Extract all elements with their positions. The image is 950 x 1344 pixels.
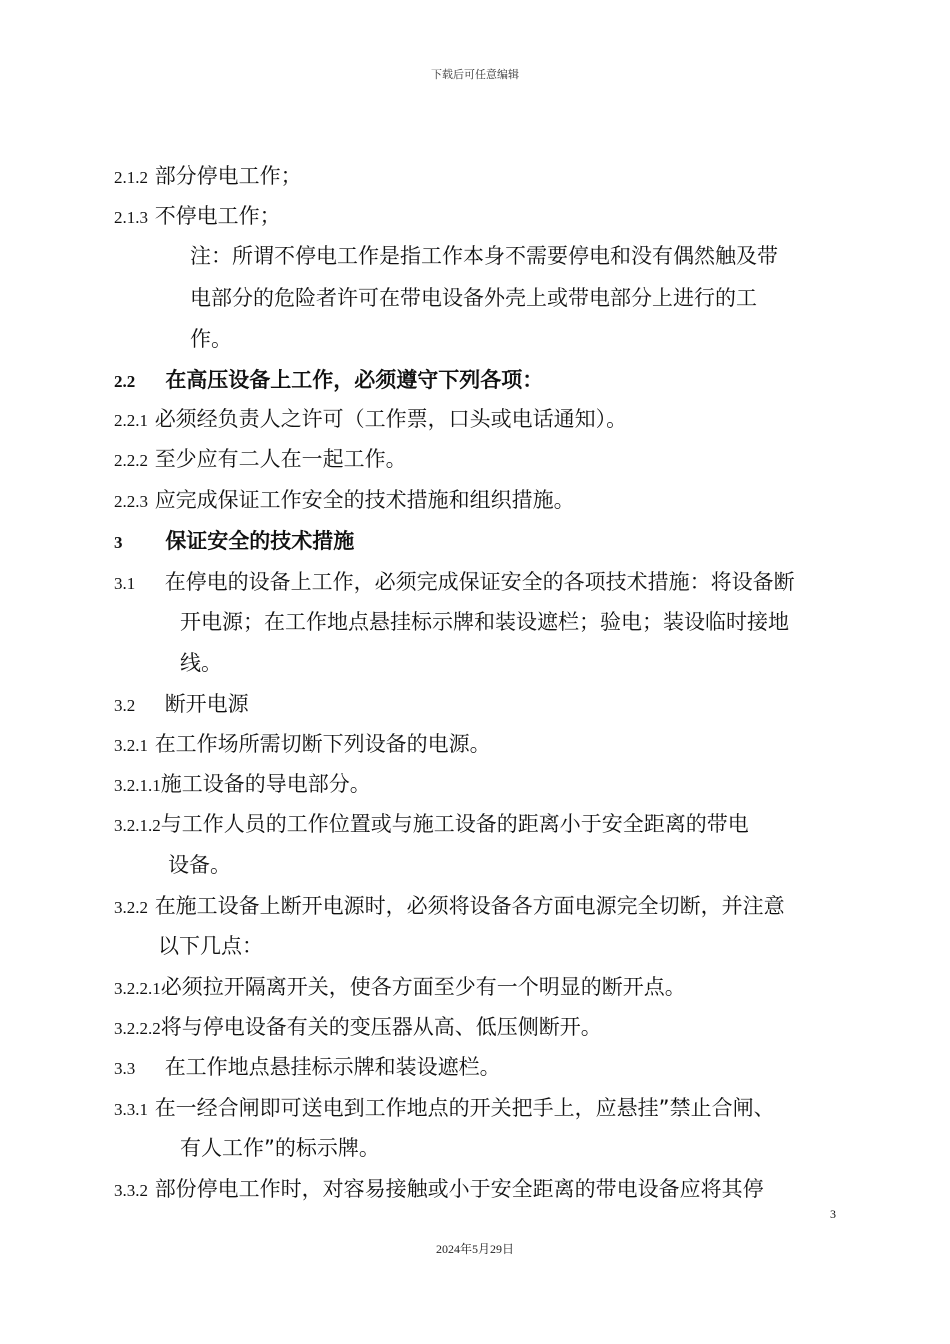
- note-line-3: 作。: [190, 327, 232, 351]
- clause-3-2: [114, 690, 249, 720]
- clause-number: 3.3.2: [114, 1181, 148, 1200]
- clause-number: 3.2.1.1: [114, 776, 161, 795]
- clause-number: 2.2.3: [114, 492, 148, 511]
- clause-number: 2.2.2: [114, 451, 148, 470]
- clause-text: 必须拉开隔离开关，使各方面至少有一个明显的断开点。: [160, 975, 686, 999]
- page-footer-date: 2024年5月29日: [435, 1242, 514, 1256]
- clause-text: 部分停电工作；: [154, 164, 302, 188]
- clause-text: 必须经负责人之许可（工作票，口头或电话通知）。: [154, 407, 628, 431]
- clause-number: 2.1.2: [114, 168, 148, 187]
- clause-2-2-2: [114, 445, 407, 475]
- clause-number: 3: [114, 533, 123, 552]
- clause-3-3-1-continued: 有人工作”的标示牌。: [180, 1136, 380, 1160]
- clause-number: 2.1.3: [114, 208, 148, 227]
- clause-text: 在施工设备上断开电源时，必须将设备各方面电源完全切断，并注意: [154, 894, 785, 918]
- clause-3-2-2-continued: 以下几点：: [158, 934, 263, 958]
- clause-2-2-1: [114, 405, 627, 435]
- clause-text: 在工作地点悬挂标示牌和装设遮栏。: [164, 1055, 501, 1079]
- clause-2-1-2: [114, 162, 302, 192]
- clause-text: 断开电源: [164, 692, 249, 716]
- note-line-2: 电部分的危险者许可在带电设备外壳上或带电部分上进行的工: [190, 286, 757, 310]
- clause-number: 3.2.2.1: [114, 979, 161, 998]
- clause-3-2-2-2: [114, 1013, 602, 1043]
- clause-text: 在工作场所需切断下列设备的电源。: [154, 732, 491, 756]
- clause-number: 3.2.1: [114, 736, 148, 755]
- clause-text: 不停电工作；: [154, 204, 281, 228]
- clause-number: 2.2: [114, 372, 136, 391]
- clause-number: 3.3: [114, 1059, 136, 1078]
- note-line-1: 注：所谓不停电工作是指工作本身不需要停电和没有偶然触及带: [190, 244, 778, 268]
- clause-number: 3.2.2: [114, 898, 148, 917]
- clause-3-1-continued: 开电源；在工作地点悬挂标示牌和装设遮栏；验电；装设临时接地: [180, 610, 789, 634]
- clause-3-2-2-1: [114, 973, 686, 1003]
- clause-2-1-3: [114, 202, 281, 232]
- section-3-heading: [114, 527, 354, 557]
- clause-text: 部份停电工作时，对容易接触或小于安全距离的带电设备应将其停: [154, 1177, 764, 1201]
- clause-number: 3.3.1: [114, 1100, 148, 1119]
- clause-3-1: [114, 568, 795, 598]
- page-header: 下载后可任意编辑: [431, 68, 519, 81]
- clause-text: 保证安全的技术措施: [165, 529, 355, 553]
- clause-3-3: [114, 1053, 501, 1083]
- clause-3-2-1: [114, 730, 491, 760]
- clause-3-2-1-2-continued: 设备。: [168, 853, 231, 877]
- clause-text: 与工作人员的工作位置或与施工设备的距离小于安全距离的带电: [160, 812, 749, 836]
- clause-text: 在一经合闸即可送电到工作地点的开关把手上，应悬挂”禁止合闸、: [154, 1096, 775, 1120]
- clause-number: 3.2.2.2: [114, 1019, 161, 1038]
- clause-number: 2.2.1: [114, 411, 148, 430]
- clause-3-3-2: [114, 1175, 764, 1205]
- section-2-2-heading: [114, 366, 543, 396]
- clause-3-2-1-2: [114, 810, 749, 840]
- clause-2-2-3: [114, 486, 575, 516]
- page-number: 3: [830, 1207, 836, 1221]
- clause-text: 将与停电设备有关的变压器从高、低压侧断开。: [160, 1015, 602, 1039]
- clause-text: 在停电的设备上工作，必须完成保证安全的各项技术措施：将设备断: [164, 570, 795, 594]
- clause-number: 3.2.1.2: [114, 816, 161, 835]
- clause-3-2-1-1: [114, 770, 371, 800]
- clause-number: 3.2: [114, 696, 136, 715]
- clause-text: 应完成保证工作安全的技术措施和组织措施。: [154, 488, 575, 512]
- clause-text: 在高压设备上工作，必须遵守下列各项：: [165, 368, 544, 392]
- clause-text: 施工设备的导电部分。: [160, 772, 371, 796]
- clause-3-1-continued: 线。: [180, 651, 222, 675]
- clause-3-3-1: [114, 1094, 775, 1124]
- clause-number: 3.1: [114, 574, 136, 593]
- clause-3-2-2: [114, 892, 785, 922]
- clause-text: 至少应有二人在一起工作。: [154, 447, 407, 471]
